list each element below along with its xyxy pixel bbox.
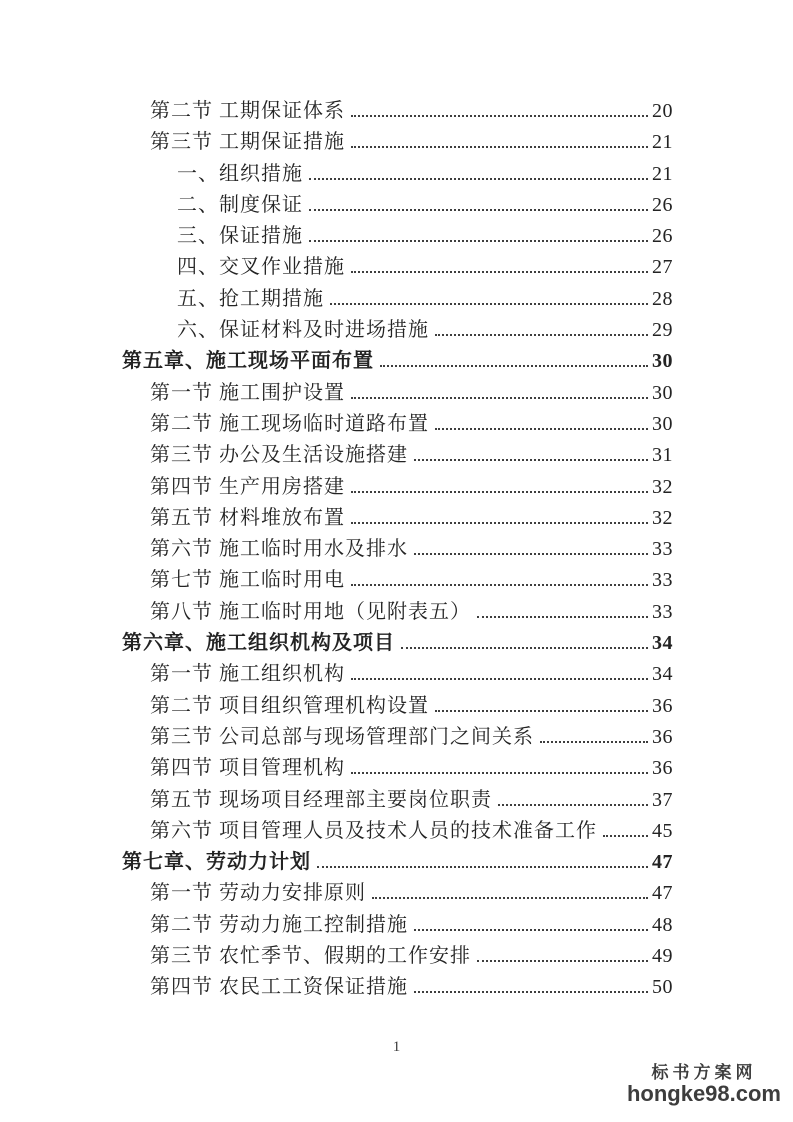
toc-entry-page-number: 30 [652,381,673,404]
toc-entry-title: 第四节 生产用房搭建 [150,475,345,498]
toc-entry-title: 第二节 工期保证体系 [150,100,345,122]
toc-entry-title: 第六节 项目管理人员及技术人员的技术准备工作 [150,819,597,842]
toc-entry[interactable] [150,659,673,690]
toc-entry-title: 四、交叉作业措施 [177,256,345,279]
toc-entry[interactable] [177,221,673,252]
toc-entry-title: 第八节 施工临时用地（见附表五） [150,600,471,623]
toc-entry[interactable] [150,691,673,722]
toc-entry[interactable] [150,534,673,565]
toc-leader-dots [401,647,648,649]
toc-entry-title: 第三节 农忙季节、假期的工作安排 [150,945,471,968]
toc-leader-dots [351,522,648,524]
toc-entry-page-number: 27 [652,256,673,279]
toc-entry[interactable] [150,440,673,471]
toc-leader-dots [603,835,648,837]
toc-entry[interactable] [150,816,673,847]
toc-entry[interactable] [150,878,673,909]
toc-entry[interactable] [177,284,673,315]
toc-entry-page-number: 33 [652,538,673,561]
toc-entry-page-number: 37 [652,788,673,811]
toc-entry[interactable] [150,96,673,127]
toc-entry[interactable] [150,941,673,972]
toc-leader-dots [380,365,648,367]
toc-entry-title: 六、保证材料及时进场措施 [177,319,429,342]
toc-entry-page-number: 29 [652,319,673,342]
toc-leader-dots [351,271,648,273]
toc-entry-page-number: 36 [652,725,673,748]
toc-entry[interactable] [150,378,673,409]
toc-entry[interactable] [150,785,673,816]
toc-entry-page-number: 21 [652,162,673,185]
toc-entry-page-number: 48 [652,913,673,936]
toc-entry[interactable] [177,252,673,283]
toc-leader-dots [414,991,648,993]
toc-entry[interactable] [150,722,673,753]
toc-entry-page-number: 26 [652,193,673,216]
toc-leader-dots [351,115,648,117]
toc-entry[interactable] [150,409,673,440]
toc-entry[interactable] [150,910,673,941]
toc-leader-dots [351,584,648,586]
toc-leader-dots [351,678,648,680]
toc-entry-page-number: 47 [652,882,673,905]
toc-leader-dots [498,804,648,806]
toc-entry-title: 第三节 工期保证措施 [150,131,345,154]
toc-entry-page-number: 45 [652,819,673,842]
toc-leader-dots [477,616,648,618]
toc-entry-page-number: 32 [652,475,673,498]
toc-leader-dots [435,334,648,336]
toc-entry-title: 第一节 劳动力安排原则 [150,882,366,905]
toc-entry-title: 五、抢工期措施 [177,287,324,310]
toc-entry-page-number: 34 [652,632,673,655]
toc-entry-title: 第一节 施工组织机构 [150,663,345,686]
toc-leader-dots [477,960,648,962]
toc-entry[interactable] [177,190,673,221]
toc-entry-page-number: 49 [652,945,673,968]
toc-entry-title: 第五节 现场项目经理部主要岗位职责 [150,788,492,811]
toc-entry-page-number: 31 [652,444,673,467]
toc-leader-dots [372,897,648,899]
toc-leader-dots [351,491,648,493]
toc-entry-page-number: 28 [652,287,673,310]
toc-entry-title: 第六节 施工临时用水及排水 [150,538,408,561]
toc-entry-page-number: 50 [652,976,673,999]
toc-entry[interactable] [150,127,673,158]
toc-leader-dots [309,209,648,211]
toc-entry-page-number: 33 [652,600,673,623]
toc-leader-dots [435,710,648,712]
toc-leader-dots [414,459,648,461]
toc-entry-page-number: 30 [652,412,673,435]
toc-leader-dots [351,397,648,399]
toc-entry[interactable] [122,847,673,878]
toc-entry[interactable] [150,972,673,1003]
toc-entry[interactable] [150,472,673,503]
toc-entry-title: 一、组织措施 [177,162,303,185]
toc-entry-title: 第四节 农民工工资保证措施 [150,976,408,999]
toc-entry[interactable] [150,597,673,628]
toc-entry-page-number: 30 [652,350,673,373]
toc-entry-title: 第三节 公司总部与现场管理部门之间关系 [150,725,534,748]
toc-leader-dots [351,772,648,774]
toc-entry-page-number: 36 [652,694,673,717]
toc-leader-dots [330,303,648,305]
toc-entry-title: 第六章、施工组织机构及项目 [122,632,395,655]
toc-entry-title: 第二节 项目组织管理机构设置 [150,694,429,717]
toc-entry-page-number: 26 [652,225,673,248]
table-of-contents [122,96,673,1004]
toc-leader-dots [414,929,648,931]
toc-leader-dots [309,240,648,242]
toc-entry[interactable] [122,628,673,659]
toc-leader-dots [540,741,648,743]
page-number: 1 [392,1039,401,1055]
toc-entry-title: 二、制度保证 [177,193,303,216]
toc-leader-dots [414,553,648,555]
toc-entry-page-number: 21 [652,131,673,154]
toc-entry-page-number: 32 [652,506,673,529]
toc-entry-title: 第五节 材料堆放布置 [150,506,345,529]
toc-entry-title: 第七节 施工临时用电 [150,569,345,592]
toc-entry-page-number: 36 [652,757,673,780]
toc-entry-title: 第一节 施工围护设置 [150,381,345,404]
toc-entry-title: 第四节 项目管理机构 [150,757,345,780]
toc-entry[interactable] [150,753,673,784]
toc-leader-dots [351,146,648,148]
toc-entry[interactable] [150,503,673,534]
toc-entry-title: 第三节 办公及生活设施搭建 [150,444,408,467]
toc-entry-page-number: 34 [652,663,673,686]
toc-entry[interactable] [177,315,673,346]
watermark-site-url: hongke98.com [626,1081,781,1106]
toc-entry-title: 第二节 劳动力施工控制措施 [150,913,408,936]
toc-entry-title: 第五章、施工现场平面布置 [122,350,374,373]
toc-entry-title: 三、保证措施 [177,225,303,248]
toc-leader-dots [309,178,648,180]
toc-entry[interactable] [122,346,673,377]
toc-entry[interactable] [177,159,673,190]
watermark [627,1064,781,1105]
toc-entry-page-number: 20 [652,100,673,122]
toc-entry-page-number: 33 [652,569,673,592]
toc-entry-page-number: 47 [652,851,673,874]
watermark-site-name: 标书方案网 [651,1063,757,1082]
toc-entry-title: 第二节 施工现场临时道路布置 [150,412,429,435]
toc-leader-dots [435,428,648,430]
toc-entry[interactable] [150,565,673,596]
toc-leader-dots [317,866,648,868]
toc-entry-title: 第七章、劳动力计划 [122,851,311,874]
